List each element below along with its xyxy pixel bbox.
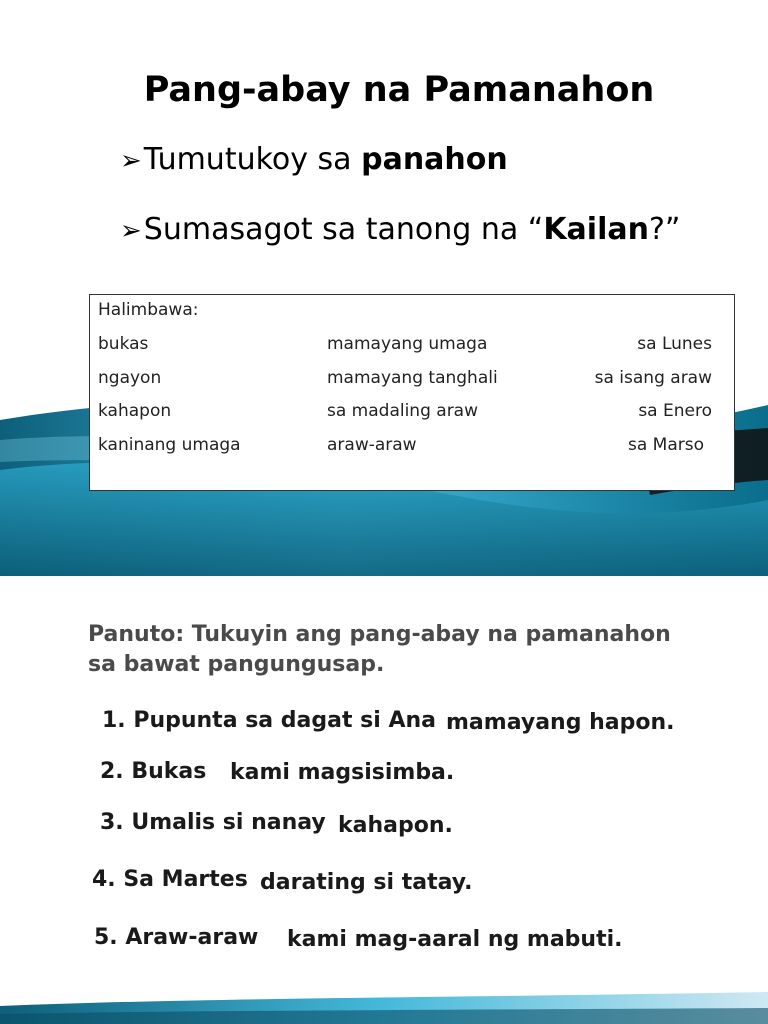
exercise-item-1-adverb: mamayang hapon. bbox=[446, 710, 675, 735]
arrow-bullet-icon: ➢ bbox=[120, 146, 142, 176]
example-word: sa Enero bbox=[638, 401, 712, 421]
example-word: bukas bbox=[98, 334, 149, 354]
bullet-bold-text: panahon bbox=[361, 142, 508, 177]
instruction-line-2: sa bawat pangungusap. bbox=[88, 652, 385, 677]
example-word: mamayang umaga bbox=[327, 334, 488, 354]
bullet-bold-text: Kailan bbox=[543, 212, 649, 247]
example-word: sa Marso bbox=[627, 435, 704, 455]
bullet-text: Sumasagot sa tanong na “ bbox=[143, 212, 544, 247]
exercise-item-2-sentence: 2. Bukas bbox=[100, 759, 207, 784]
examples-row bbox=[90, 435, 734, 459]
example-word: ngayon bbox=[98, 368, 162, 388]
example-word: kaninang umaga bbox=[98, 435, 241, 455]
exercise-item-2-adverb: kami magsisimba. bbox=[230, 760, 455, 785]
arrow-bullet-icon: ➢ bbox=[120, 216, 142, 246]
examples-row bbox=[90, 401, 734, 425]
examples-row bbox=[90, 334, 734, 358]
examples-row bbox=[90, 368, 734, 392]
example-word: sa isang araw bbox=[594, 368, 712, 388]
examples-label: Halimbawa: bbox=[98, 300, 199, 320]
bullet-panahon bbox=[120, 142, 508, 177]
exercise-item-5-sentence: 5. Araw-araw bbox=[94, 925, 259, 950]
decorative-bottom-wave bbox=[0, 984, 768, 1024]
example-word: sa madaling araw bbox=[327, 401, 479, 421]
exercise-item-5-adverb: kami mag-aaral ng mabuti. bbox=[287, 927, 623, 952]
example-word: mamayang tanghali bbox=[327, 368, 498, 388]
slide-title: Pang-abay na Pamanahon bbox=[143, 70, 655, 110]
bullet-suffix: ?” bbox=[648, 212, 681, 247]
exercise-item-4-adverb: darating si tatay. bbox=[260, 870, 473, 895]
instruction-text bbox=[88, 620, 728, 680]
exercise-item-1-sentence: 1. Pupunta sa dagat si Ana bbox=[102, 708, 436, 733]
examples-box bbox=[89, 294, 735, 491]
bullet-text: Tumutukoy sa bbox=[143, 142, 362, 177]
example-word: araw-araw bbox=[327, 435, 417, 455]
instruction-line-1: Panuto: Tukuyin ang pang-abay na pamanahon bbox=[88, 622, 671, 647]
example-word: kahapon bbox=[98, 401, 172, 421]
bullet-kailan bbox=[120, 212, 680, 247]
exercise-item-4-sentence: 4. Sa Martes bbox=[92, 867, 248, 892]
example-word: sa Lunes bbox=[637, 334, 712, 354]
exercise-item-3-sentence: 3. Umalis si nanay bbox=[100, 810, 326, 835]
exercise-item-3-adverb: kahapon. bbox=[338, 813, 453, 838]
